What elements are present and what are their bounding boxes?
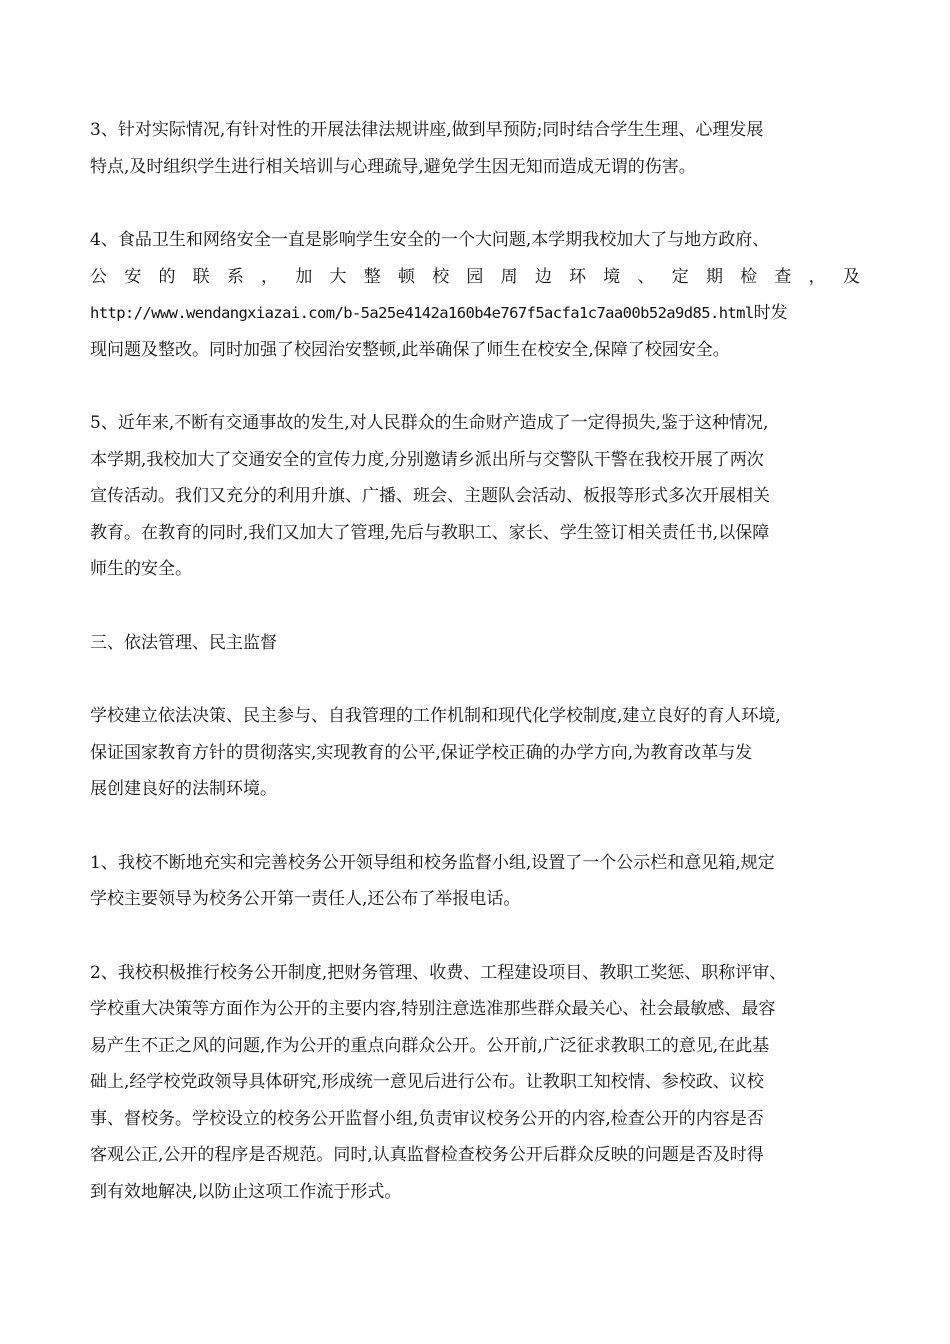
- paragraph-item-4: [90, 222, 860, 368]
- spread-char: 公: [90, 266, 107, 287]
- url-link[interactable]: http://www.wendangxiazai.com/b-5a25e4142a160b4e767f5acfa1c7aa00b52a9d85.html: [90, 304, 754, 322]
- paragraph-item-5: [90, 405, 860, 588]
- text-line: 本学期,我校加大了交通安全的宣传力度,分别邀请乡派出所与交警队干警在我校开展了两次: [90, 449, 764, 470]
- spread-char: 系: [226, 266, 244, 287]
- text-line: 教育。在教育的同时,我们又加大了管理,先后与教职工、家长、学生签订相关责任书,以保障: [90, 522, 770, 543]
- text-line: 保证国家教育方针的贯彻落实,实现教育的公平,保证学校正确的办学方向,为教育改革与发: [90, 742, 753, 763]
- paragraph-section-item-1: [90, 845, 860, 918]
- spread-char: 大: [329, 266, 347, 287]
- text-line: 现问题及整改。同时加强了校园治安整顿,此举确保了师生在校安全,保障了校园安全。: [90, 339, 730, 360]
- spread-char: 查: [774, 266, 792, 287]
- document-page: [90, 112, 860, 1247]
- spread-char: 、: [637, 266, 655, 287]
- text-line: 4、食品卫生和网络安全一直是影响学生安全的一个大问题,本学期我校加大了与地方政府、: [90, 230, 770, 250]
- text-line: 1、我校不断地充实和完善校务公开领导组和校务监督小组,设置了一个公示栏和意见箱,规定: [90, 852, 775, 873]
- spread-char: 检: [740, 266, 758, 287]
- spread-char: 边: [534, 266, 552, 287]
- text-line: 础上,经学校党政领导具体研究,形成统一意见后进行公布。让教职工知校情、参校政、议校: [90, 1072, 764, 1092]
- text-line: 学校重大决策等方面作为公开的主要内容,特别注意选准那些群众最关心、社会最敏感、最容: [90, 999, 776, 1019]
- text-line: 客观公正,公开的程序是否规范。同时,认真监督检查校务公开后群众反映的问题是否及时得: [90, 1145, 764, 1165]
- text-line: 5、近年来,不断有交通事故的发生,对人民群众的生命财产造成了一定得损失,鉴于这种情况,: [90, 413, 769, 433]
- spread-char: 联: [192, 266, 210, 287]
- paragraph-intro: [90, 698, 860, 808]
- text-line-with-url: [90, 295, 860, 332]
- paragraph-section-item-2: [90, 955, 860, 1211]
- spread-char: 整: [363, 266, 381, 287]
- spread-char: ，: [808, 266, 826, 287]
- spread-char: 周: [500, 266, 518, 287]
- text-line: 易产生不正之风的问题,作为公开的重点向群众公开。公开前,广泛征求教职工的意见,在此基: [90, 1035, 770, 1056]
- paragraph-item-3: [90, 112, 860, 185]
- text-line: 师生的安全。: [90, 559, 192, 579]
- spread-char: 顿: [397, 266, 415, 287]
- spread-char: 加: [295, 266, 313, 287]
- section-heading: 三、依法管理、民主监督: [90, 632, 277, 653]
- spread-char: 境: [603, 266, 621, 287]
- text-line: 到有效地解决,以防止这项工作流于形式。: [90, 1181, 402, 1202]
- spread-char: 安: [124, 266, 142, 287]
- text-line: 学校主要领导为校务公开第一责任人,还公布了举报电话。: [90, 889, 521, 909]
- text-line: 2、我校积极推行校务公开制度,把财务管理、收费、工程建设项目、教职工奖惩、职称评审、: [90, 962, 787, 983]
- text-line: 学校建立依法决策、民主参与、自我管理的工作机制和现代化学校制度,建立良好的育人环境,: [90, 706, 781, 726]
- text-line-spread: [90, 259, 860, 296]
- spread-char: 园: [466, 266, 484, 287]
- text-fragment: 时发: [753, 303, 788, 323]
- text-line: 展创建良好的法制环境。: [90, 779, 277, 799]
- spread-char: 及: [842, 266, 860, 287]
- text-line: 宣传活动。我们又充分的利用升旗、广播、班会、主题队会活动、板报等形式多次开展相关: [90, 486, 770, 506]
- spread-char: ，: [261, 266, 279, 287]
- spread-char: 的: [158, 266, 176, 287]
- text-line: 3、针对实际情况,有针对性的开展法律法规讲座,做到早预防;同时结合学生生理、心理发展: [90, 120, 764, 140]
- spread-char: 期: [705, 266, 723, 287]
- text-line: 特点,及时组织学生进行相关培训与心理疏导,避免学生因无知而造成无谓的伤害。: [90, 156, 696, 177]
- text-line: 事、督校务。学校设立的校务公开监督小组,负责审议校务公开的内容,检查公开的内容是否: [90, 1108, 764, 1129]
- spread-char: 校: [432, 266, 450, 287]
- spread-char: 环: [569, 266, 587, 287]
- spread-char: 定: [671, 266, 689, 287]
